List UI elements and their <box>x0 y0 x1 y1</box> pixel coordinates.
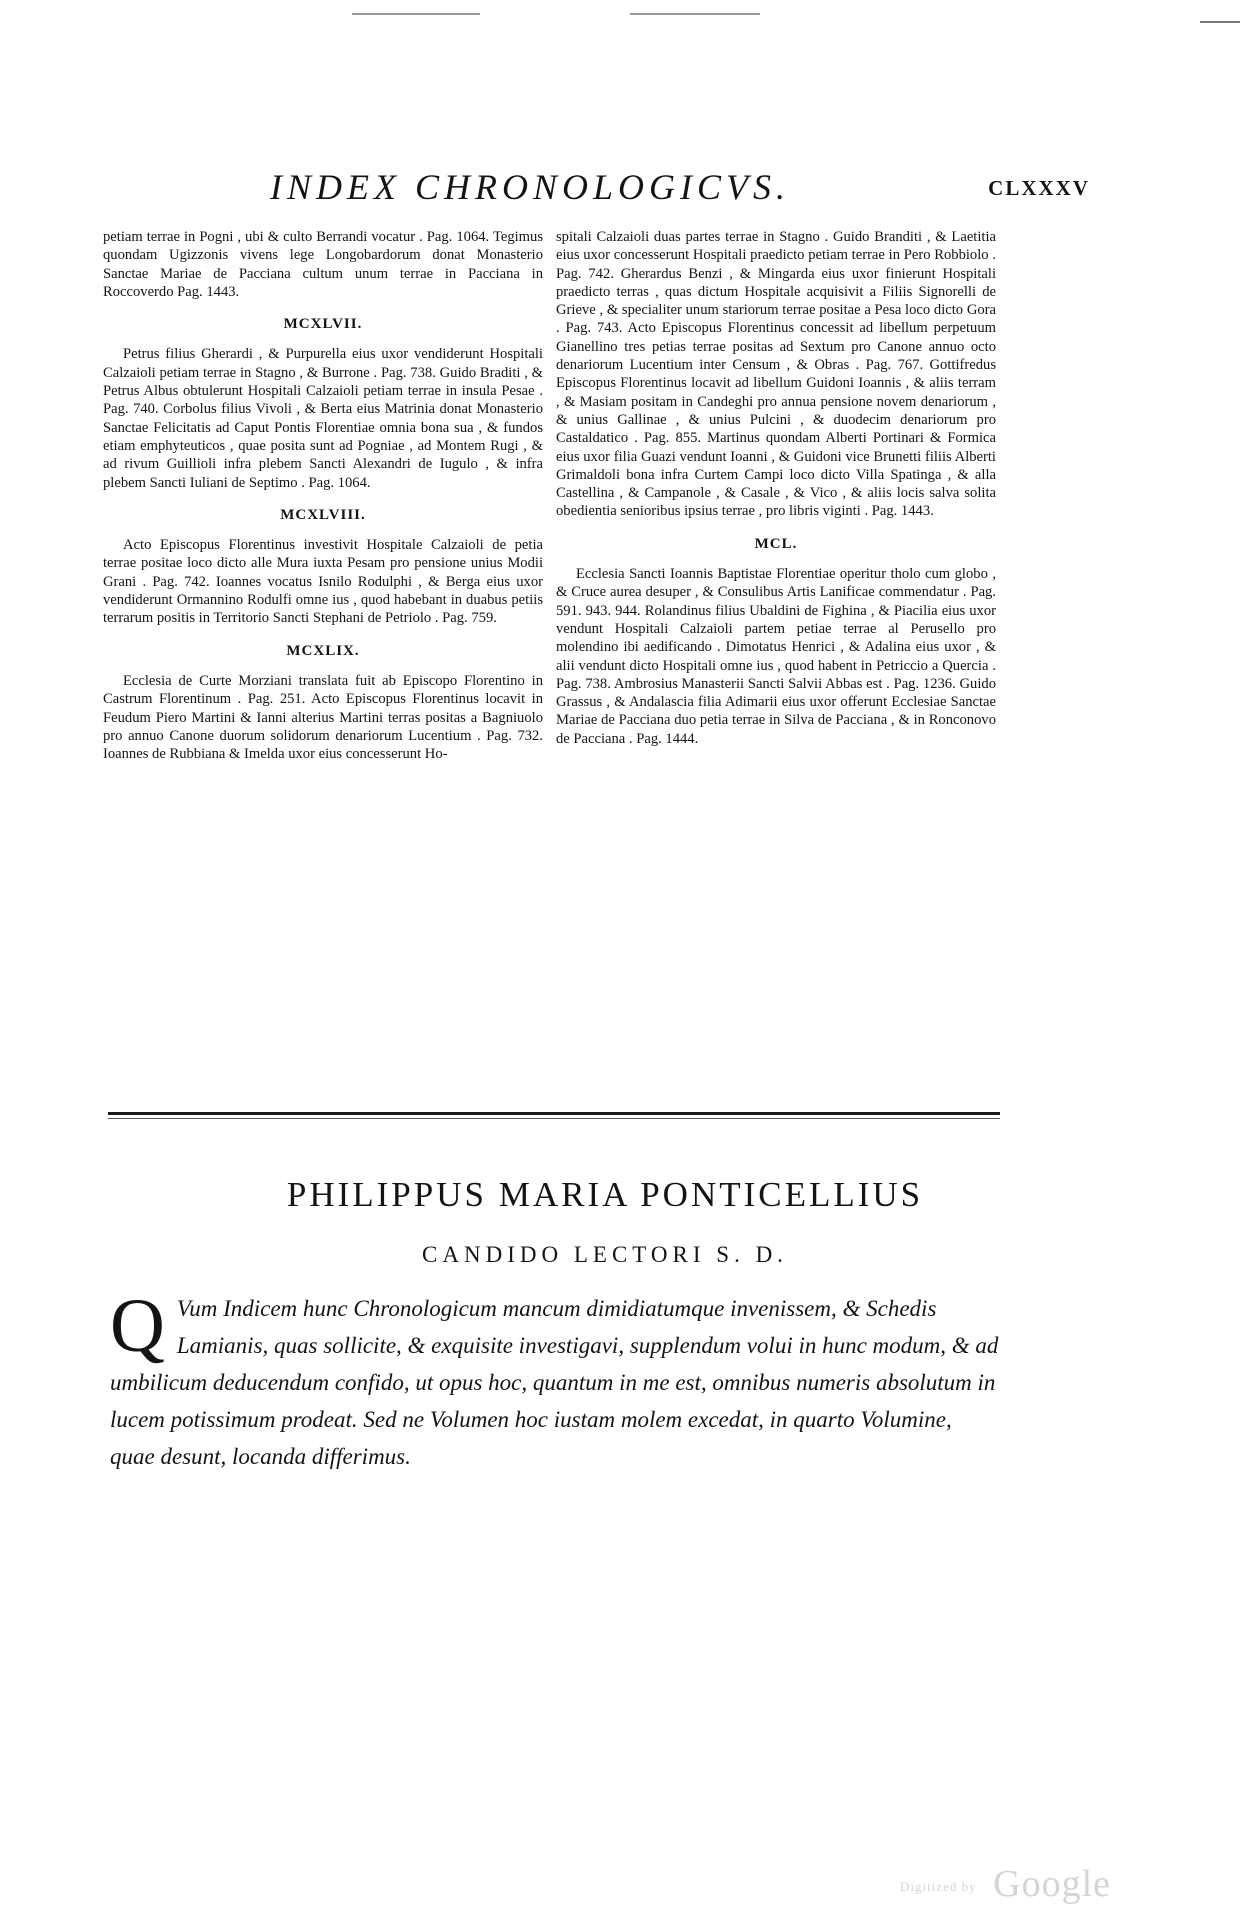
page-title: INDEX CHRONOLOGICVS. <box>270 167 790 207</box>
year-heading: MCXLVII. <box>283 316 363 333</box>
entry-paragraph: Acto Episcopus Florentinus investivit Hospitale Calzaioli de petia terrae positae loco dicto alle Mura iuxta Pesam pro pensione unius Modii Grani . Pag. 742. Ioannes vocatus Isnilo Rodulphi , & Berga eius uxor vendiderunt Ormannino Rodulfi omne ius , quod habebant in duabus petiis terrarum positis in Territorio Sancti Stephani de Petriolo . Pag. 759. <box>103 537 543 627</box>
digitized-watermark <box>900 1862 1111 1906</box>
preface-subtitle: CANDIDO LECTORI S. D. <box>422 1242 788 1267</box>
watermark-brand: Google <box>993 1863 1112 1905</box>
year-heading: MCXLIX. <box>286 642 360 659</box>
section-divider-thin <box>108 1118 1000 1119</box>
preface-body <box>110 1284 1000 1475</box>
page-number: CLXXXV <box>988 176 1090 200</box>
left-column <box>103 228 543 763</box>
right-column <box>556 228 996 748</box>
right-opening-paragraph: spitali Calzaioli duas partes terrae in Stagno . Guido Branditi , & Laetitia eius uxor concesserunt Hospitali praedicto petiam terrae in Pero Robbiolo . Pag. 742. Gherardus Benzi , & Mingarda eius uxor finierunt Hospitali praedicto terras , quas dictum Hospitale acquisivit a Filiis Signorelli de Grieve , & specialiter unum stariorum terrae positae a Pesa loco dicto Gora . Pag. 743. Acto Episcopus Florentinus concessit ad libellum perpetuum Gianellino tres petias terrae positas ad Sextum pro Canone annuo octo denariorum Lucentium inter Censum , & Obras . Pag. 767. Gottifredus Episcopus Florentinus locavit ad libellum Guidoni Ioannis , & aliis terram , & Masiam positam in Candeghi pro annua pensione novem denariorum , & unius Gallinae , & unius Pulcini , & duodecim denariorum pro Castaldatico . Pag. 855. Martinus quondam Alberti Portinari & Formica eius uxor filia Guazi vendunt Ioanni , & Guidoni vice Brunetti filiis Alberti Grimaldoli bona infra Curtem Campi loco dicto Villa Spatinga , & alla Castellina , & Campanole , & Casale , & Vico , & aliis locis salva solita obedientia senioribus ipsius terrae , pro libris viginti . Pag. 1443. <box>556 229 996 520</box>
year-heading: MCXLVIII. <box>280 506 366 523</box>
preface-text: Vum Indicem hunc Chronologicum mancum dimidiatumque invenissem, & Schedis Lamianis, quas sollicite, & exquisite investigavi, supplendum volui in hunc modum, & ad umbilicum deducendum confido, ut opus hoc, quantum in me est, omnibus numeris absolutum in lucem potissimum prodeat. Sed ne Volumen hoc iustam molem excedat, in quarto Volumine, quae desunt, locanda differimus. <box>110 1296 999 1469</box>
drop-cap: Q <box>110 1284 165 1368</box>
entry-paragraph: Ecclesia de Curte Morziani translata fuit ab Episcopo Florentino in Castrum Florentinum . Pag. 251. Acto Episcopus Florentinus locavit in Feudum Piero Martini & Ianni alterius Martini terras positas a Bagniuolo pro annuo Canone duorum solidorum denariorum Lucentium . Pag. 732. Ioannes de Rubbiana & Imelda uxor eius concesserunt Ho- <box>103 672 543 763</box>
entry-paragraph: Ecclesia Sancti Ioannis Baptistae Florentiae operitur tholo cum globo , & Cruce aurea desuper , & Consulibus Artis Lanificae commendatur . Pag. 591. 943. 944. Rolandinus filius Ubaldini de Fighina , & Piacilia eius uxor vendunt Hospitali Calzaioli partem petiae terrae al Perusello pro molendino ibi aedificando . Dimotatus Henrici , & Adalina eius uxor , & alii vendunt dicto Hospitali omne ius , quod habent in Petriccio a Quercia . Pag. 738. Ambrosius Manasterii Sancti Salvii Abbas est . Pag. 1236. Guido Grassus , & Andalascia filia Adimarii eius uxor offerunt Ecclesiae Sanctae Mariae de Pacciana duo petia terrae in Silva de Pacciana , & in Ronconovo de Pacciana . Pag. 1444. <box>556 566 996 747</box>
watermark-prefix: Digitized by <box>900 1879 977 1895</box>
page-header <box>90 160 1100 220</box>
preface-title: PHILIPPUS MARIA PONTICELLIUS <box>286 1175 924 1214</box>
entry-paragraph: Petrus filius Gherardi , & Purpurella eius uxor vendiderunt Hospitali Calzaioli petiam terrae in Stagno , & Burrone . Pag. 738. Guido Braditi , & Petrus Albus obtulerunt Hospitali Calzaioli petiam terrae in insula Pesae . Pag. 740. Corbolus filius Vivoli , & Berta eius Matrinia donat Monasterio Sanctae Felicitatis ad Caput Pontis Florentiae omnia bona sua , & fundos etiam emphyteuticos , quae posita sunt ad Pogniae , ad Montem Rugi , & ad rivum Guillioli infra plebem Sancti Alexandri de Iugulo , & infra plebem Sancti Iuliani de Septimo . Pag. 1064. <box>103 346 543 491</box>
section-divider <box>108 1112 1000 1115</box>
left-opening-paragraph: petiam terrae in Pogni , ubi & culto Berrandi vocatur . Pag. 1064. Tegimus quondam Ugizzonis vivens lege Longobardorum donat Monasterio Sanctae Mariae de Pacciana cultum unum terrae in Pacciana in Roccoverdo Pag. 1443. <box>103 229 543 300</box>
year-heading: MCL. <box>754 535 798 552</box>
